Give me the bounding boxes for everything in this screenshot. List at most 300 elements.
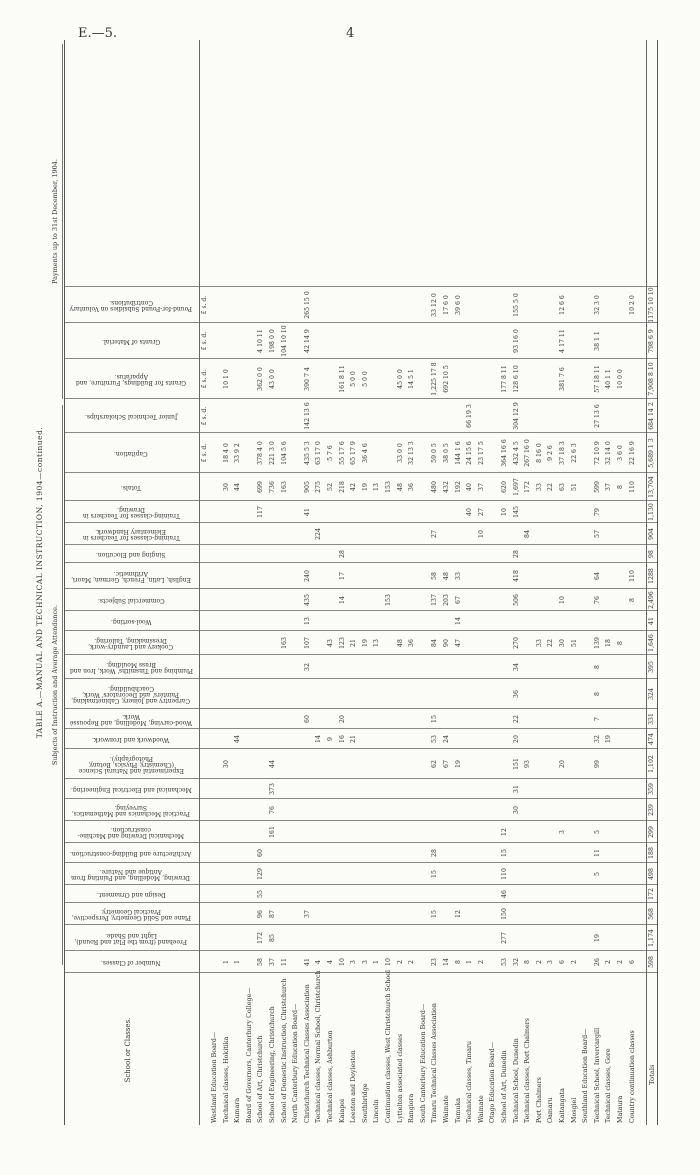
table-cell: 155 5 0 (512, 293, 520, 317)
column-header (67, 821, 195, 843)
row-label: Oamaru (547, 1097, 555, 1123)
table-cell: 44 (269, 760, 276, 768)
table-cell: 1 (466, 960, 474, 964)
table-cell: 36 (408, 639, 416, 647)
table-cell: 8 (593, 665, 601, 669)
table-cell: 85 (269, 934, 276, 942)
table-cell: 32 3 0 (593, 295, 601, 315)
table-cell: 692 10 5 (443, 365, 450, 393)
table-title: TABLE A.—MANUAL AND TECHNICAL INSTRUCTION, 1904—continued. (35, 426, 44, 739)
table-cell: 8 (617, 641, 624, 645)
table-cell: 5 (593, 830, 601, 834)
column-header (67, 709, 195, 729)
table-cell: 84 (431, 639, 439, 647)
row-label: Leeston and Doyleston (350, 1050, 358, 1123)
table-cell: 58 (257, 958, 265, 966)
row-label: Christchurch Technical Classes Association (303, 984, 311, 1123)
table-cell: 6 (559, 960, 566, 964)
table-row (328, 40, 337, 1125)
table-cell: 11 (593, 849, 601, 857)
table-cell: 28 (431, 849, 439, 857)
column-header (67, 523, 195, 545)
row-label: Continuation classes, West Christchurch School (385, 969, 392, 1123)
page-number: 4 (346, 26, 355, 41)
table-cell: 47 (454, 639, 462, 647)
table-cell: 432 (443, 481, 450, 493)
row-label: School of Engineering, Christchurch (269, 1006, 276, 1123)
column-header (67, 433, 195, 473)
table-cell: 128 6 10 (512, 365, 520, 393)
table-cell: 39 6 0 (454, 295, 462, 315)
row-label: Westland Education Board— (211, 1031, 218, 1123)
row-label: School of Art, Dunedin (501, 1050, 508, 1123)
table-cell: 14 (443, 958, 450, 966)
money-units-label: £ s. d. (201, 406, 208, 426)
table-cell: 8 (617, 485, 624, 489)
table-cell: 21 (350, 735, 358, 743)
row-label: Mataura (617, 1095, 624, 1123)
table-cell: 13,704 (648, 476, 656, 498)
column-header (67, 563, 195, 589)
column-header (67, 885, 195, 903)
table-cell: 498 (648, 868, 656, 880)
table-cell: 435 5 3 (303, 441, 311, 465)
table-cell: 177 8 11 (501, 365, 508, 393)
table-cell: 2 (570, 960, 578, 964)
table-cell: 33 9 2 (234, 443, 242, 463)
table-cell: 3 (547, 960, 555, 964)
row-label: School of Domestic Instruction, Christchurch (280, 978, 288, 1123)
table-cell: 28 (512, 550, 520, 558)
table-cell: 1,174 (648, 929, 656, 947)
column-header-text: Training-classes for Teachers in Elementary Handwork. (82, 528, 180, 541)
table-cell: 76 (593, 596, 601, 604)
table-cell: 19 (361, 639, 369, 647)
table-cell: 110 (628, 570, 636, 582)
column-header (67, 655, 195, 679)
table-cell: 18 (605, 639, 613, 647)
table-cell: 10 (559, 596, 566, 604)
table-cell: 240 (303, 570, 311, 582)
row-label: North Canterbury Education Board— (292, 1003, 300, 1123)
table-row (432, 40, 441, 1125)
table-row (316, 40, 325, 1125)
table-cell: 1,697 (512, 478, 520, 496)
column-header (67, 729, 195, 749)
table-cell: 359 (648, 783, 656, 795)
table-cell: 270 (512, 637, 520, 649)
table-cell: 435 (303, 594, 311, 606)
column-header-text: Woodwork and Ironwork. (92, 736, 170, 743)
row-label: Technical classes, Timaru (466, 1040, 474, 1123)
table-cell: 3 6 0 (617, 445, 624, 461)
column-header (67, 951, 195, 973)
row-label: Totals (648, 1064, 657, 1085)
rotated-table-page (36, 40, 668, 1125)
table-cell: 36 (408, 483, 416, 491)
column-header-text: Plane and Solid Geometry, Perspective, Practical Geometry. (71, 908, 191, 921)
table-cell: 31 (512, 785, 520, 793)
table-cell: 192 (454, 481, 462, 493)
table-cell: 5 0 0 (361, 371, 369, 387)
table-cell: 150 (501, 908, 508, 920)
table-cell: 568 (648, 908, 656, 920)
table-cell: 32 14 0 (605, 441, 613, 465)
table-cell: 110 (628, 481, 636, 493)
table-row (560, 40, 569, 1125)
row-label: Technical classes, Port Chalmers (524, 1018, 532, 1123)
school-column-header: School or Classes. (124, 1017, 132, 1083)
table-cell: 15 (431, 715, 439, 723)
column-header-text: Experimental and Natural Science (Chemistry, Physics, Botany, Photography). (78, 755, 184, 774)
row-label: Waimate (477, 1095, 485, 1123)
table-cell: 224 (315, 528, 323, 540)
table-cell: 60 (257, 849, 265, 857)
table-cell: 4 (315, 960, 323, 964)
table-cell: 66 19 3 (466, 404, 474, 428)
table-cell: 10 2 0 (628, 295, 636, 315)
money-units-label: £ s. d. (201, 369, 208, 389)
table-cell: 40 (466, 483, 474, 491)
table-cell: 172 (524, 481, 532, 493)
table-row (618, 40, 627, 1125)
row-label: Technical classes, Normal School, Christchurch (315, 970, 323, 1123)
table-cell: 172 (257, 932, 265, 944)
table-cell: 19 (361, 483, 369, 491)
table-cell: 20 (512, 735, 520, 743)
table-cell: 11 (280, 958, 288, 966)
table-cell: 699 (257, 481, 265, 493)
column-header (67, 589, 195, 611)
table-cell: 1288 (648, 568, 656, 584)
row-label: Lyttelton associated classes (396, 1033, 404, 1123)
table-cell: 378 4 0 (257, 441, 265, 465)
column-header-text: Architecture and Building-construction. (70, 850, 192, 857)
table-cell: 798 6 9 (648, 329, 656, 353)
column-header-text: Practical Mechanics and Mathematics, Surveying. (71, 804, 191, 817)
table-cell: 5,689 1 3 (648, 438, 656, 468)
table-cell: 277 (501, 932, 508, 944)
table-cell: 22 (512, 715, 520, 723)
table-cell: 15 (431, 870, 439, 878)
table-cell: 42 14 9 (303, 329, 311, 353)
table-cell: 36 4 6 (361, 443, 369, 463)
table-cell: 67 (454, 596, 462, 604)
table-cell: 390 7 4 (303, 367, 311, 391)
table-cell: 10 (501, 508, 508, 516)
table-cell: 4 17 11 (559, 329, 566, 353)
table-cell: 32 (593, 735, 601, 743)
table-cell: 12 (501, 828, 508, 836)
table-cell: 37 (303, 910, 311, 918)
table-cell: 3 (350, 960, 358, 964)
table-cell: 151 (512, 758, 520, 770)
table-row (363, 40, 372, 1125)
table-cell: 48 (396, 483, 404, 491)
table-cell: 53 (431, 735, 439, 743)
column-header-text: Mechanical Drawing and Machine-construction. (77, 826, 185, 839)
row-label: Mosgiel (570, 1097, 578, 1123)
table-cell: 19 (454, 760, 462, 768)
column-header (67, 611, 195, 631)
table-cell: 22 6 3 (570, 443, 578, 463)
table-row (502, 40, 511, 1125)
table-row (340, 40, 349, 1125)
money-units-label: £ s. d. (201, 295, 208, 315)
table-cell: 41 (303, 508, 311, 516)
table-cell: 1,646 (648, 634, 656, 652)
table-cell: 364 16 6 (501, 439, 508, 467)
table-cell: 33 (535, 639, 543, 647)
table-cell: 30 (559, 639, 566, 647)
table-cell: 32 (303, 663, 311, 671)
column-header (67, 631, 195, 655)
table-cell: 41 (303, 958, 311, 966)
table-cell: 28 (338, 550, 346, 558)
column-header-text: Training-classes for Teachers in Drawing. (82, 506, 180, 519)
table-cell: 52 (327, 483, 334, 491)
table-cell: 104 10 10 (280, 325, 288, 357)
table-cell: 23 (431, 958, 439, 966)
table-row (351, 40, 360, 1125)
table-cell: 1 (234, 960, 242, 964)
table-cell: 142 13 6 (303, 402, 311, 430)
table-row (386, 40, 395, 1125)
table-cell: 24 (443, 735, 450, 743)
row-label: Lincoln (373, 1099, 381, 1123)
table-row (479, 40, 488, 1125)
table-cell: 55 17 6 (338, 441, 346, 465)
table-cell: 153 (385, 594, 392, 606)
table-cell: 72 10 9 (593, 441, 601, 465)
table-cell: 41 (648, 617, 656, 625)
money-units-label: £ s. d. (201, 443, 208, 463)
table-cell: 598 (648, 956, 656, 968)
table-cell: 203 (443, 594, 450, 606)
totals-separator (646, 40, 647, 1125)
table-cell: 2 (477, 960, 485, 964)
table-cell: 22 (547, 639, 555, 647)
table-cell: 14 (454, 617, 462, 625)
money-units-label: £ s. d. (201, 331, 208, 351)
table-cell: 48 (396, 639, 404, 647)
table-cell: 2 (408, 960, 416, 964)
table-cell: 20 (338, 715, 346, 723)
table-cell: 153 (385, 481, 392, 493)
table-cell: 22 16 9 (628, 441, 636, 465)
table-row (595, 40, 604, 1125)
table-row (212, 40, 221, 1125)
column-header (67, 903, 195, 925)
table-cell: 58 (431, 572, 439, 580)
table-cell: 2 (535, 960, 543, 964)
table-cell: 9 2 6 (547, 445, 555, 461)
table-cell: 139 (593, 637, 601, 649)
table-cell: 239 (648, 804, 656, 816)
table-cell: 218 (338, 481, 346, 493)
table-cell: 163 (280, 637, 288, 649)
subjects-group-header: Subjects of Instruction and Average Attendance. (52, 405, 63, 965)
table-row (258, 40, 267, 1125)
table-cell: 10 (338, 958, 346, 966)
table-cell: 2 (605, 960, 613, 964)
table-cell: 904 (648, 528, 656, 540)
table-cell: 98 (648, 550, 656, 558)
table-row (444, 40, 453, 1125)
table-row (224, 40, 233, 1125)
table-cell: 304 12 9 (512, 402, 520, 430)
table-cell: 275 (315, 481, 323, 493)
row-label: Kaitangata (559, 1088, 566, 1123)
column-header-text: Design and Ornament. (96, 891, 166, 898)
row-label: Country continuation classes (628, 1030, 636, 1123)
table-cell: 63 (559, 483, 566, 491)
table-row (293, 40, 302, 1125)
header-separator (199, 40, 200, 1125)
table-row (282, 40, 291, 1125)
table-cell: 14 (315, 735, 323, 743)
row-label: Timaru Technical Classes Association (431, 1003, 439, 1123)
table-cell: 8 (524, 960, 532, 964)
table-cell: 65 17 9 (350, 441, 358, 465)
data-table (64, 40, 658, 1125)
column-header (67, 287, 195, 323)
column-header-text: Cookery and Laundry-work, Dressmaking, Tailoring. (88, 637, 174, 650)
table-row (305, 40, 314, 1125)
table-cell: 299 (648, 826, 656, 838)
table-cell: 51 (570, 483, 578, 491)
table-cell: 905 (303, 481, 311, 493)
table-cell: 137 (431, 594, 439, 606)
column-header-text: Pound-for-Pound Subsidies on Voluntary Contributions. (69, 299, 193, 312)
column-header-text: Freehand (from the Flat and Round), Light and Shade. (74, 932, 188, 945)
table-cell: 93 (524, 760, 532, 768)
table-cell: 27 13 6 (593, 404, 601, 428)
row-label: Technical classes, Hokitika (222, 1036, 230, 1123)
table-cell: 79 (593, 508, 601, 516)
column-header-text: English, Latin, French, German, Maori, Arithmetic. (71, 570, 191, 583)
table-cell: 60 (303, 715, 311, 723)
table-cell: 620 (501, 481, 508, 493)
column-header (67, 925, 195, 951)
table-cell: 129 (257, 868, 265, 880)
table-cell: 14 5 1 (408, 369, 416, 389)
column-header-text: Singing and Elocution. (96, 551, 166, 558)
column-header-text: Mechanical and Electrical Engineering. (70, 786, 192, 793)
page-header-ref: E.—5. (78, 26, 118, 41)
table-cell: 55 (257, 890, 265, 898)
table-cell: 51 (570, 639, 578, 647)
table-cell: 10 (477, 530, 485, 538)
table-cell: 381 7 6 (559, 367, 566, 391)
table-cell: 198 0 0 (269, 329, 276, 353)
row-label: Technical School, Invercargill (593, 1027, 601, 1123)
column-header-text: Capitation. (114, 450, 148, 457)
table-cell: 104 5 6 (280, 441, 288, 465)
table-cell: 161 (269, 826, 276, 838)
column-header-text: Junior Technical Scholarships. (84, 413, 178, 420)
table-cell: 8 (593, 692, 601, 696)
table-cell: 267 16 0 (524, 439, 532, 467)
table-cell: 12 (454, 910, 462, 918)
table-cell: 87 (269, 910, 276, 918)
table-cell: 64 (593, 572, 601, 580)
table-cell: 37 (269, 958, 276, 966)
table-cell: 62 (431, 760, 439, 768)
table-cell: 40 (466, 508, 474, 516)
table-cell: 32 13 3 (408, 441, 416, 465)
table-cell: 33 (535, 483, 543, 491)
table-cell: 27 (431, 530, 439, 538)
table-cell: 324 (648, 688, 656, 700)
table-cell: 53 (501, 958, 508, 966)
table-cell: 17 (338, 572, 346, 580)
table-cell: 373 (269, 783, 276, 795)
table-row (467, 40, 476, 1125)
table-cell: 44 (234, 735, 242, 743)
table-row (583, 40, 592, 1125)
column-header-text: Grants for Buildings, Furniture, and Apparatus. (75, 373, 187, 386)
table-cell: 14 (338, 596, 346, 604)
table-cell: 13 (303, 617, 311, 625)
table-cell: 144 1 6 (454, 441, 462, 465)
table-cell: 15 (431, 910, 439, 918)
table-cell: 331 (648, 713, 656, 725)
table-cell: 161 8 11 (338, 365, 346, 393)
table-cell: 67 (443, 760, 450, 768)
table-cell: 33 0 0 (396, 443, 404, 463)
row-label: Kumara (234, 1097, 242, 1123)
column-header (67, 359, 195, 399)
table-row (398, 40, 407, 1125)
table-cell: 1,225 17 8 (431, 362, 439, 396)
row-label: Southbridge (361, 1083, 369, 1123)
table-cell: 5 (593, 872, 601, 876)
table-cell: 90 (443, 639, 450, 647)
table-cell: 24 15 6 (466, 441, 474, 465)
table-cell: 117 (257, 506, 265, 518)
table-cell: 110 (501, 868, 508, 880)
table-cell: 46 (501, 890, 508, 898)
table-cell: 10 1 0 (222, 369, 230, 389)
table-cell: 38 1 1 (593, 331, 601, 351)
table-cell: 36 (512, 690, 520, 698)
table-cell: 480 (431, 481, 439, 493)
table-cell: 163 (280, 481, 288, 493)
row-label: Technical classes, Ashburton (327, 1030, 334, 1123)
table-cell: 33 (454, 572, 462, 580)
column-header-text: Commercial Subjects. (97, 597, 165, 604)
row-label: Technical classes, Gore (605, 1048, 613, 1123)
table-cell: 2 (396, 960, 404, 964)
table-cell: 63 17 0 (315, 441, 323, 465)
table-cell: 21 (350, 639, 358, 647)
column-header (67, 779, 195, 799)
column-header (67, 863, 195, 885)
table-cell: 2,496 (648, 591, 656, 609)
table-cell: 4 10 11 (257, 329, 265, 353)
table-cell: 40 1 1 (605, 369, 613, 389)
table-cell: 96 (257, 910, 265, 918)
table-cell: 42 (350, 483, 358, 491)
table-cell: 16 (338, 735, 346, 743)
table-cell: 43 0 0 (269, 369, 276, 389)
table-cell: 1,130 (648, 503, 656, 521)
table-cell: 5 7 6 (327, 445, 334, 461)
table-cell: 34 (512, 663, 520, 671)
table-cell: 7 (593, 717, 601, 721)
row-label: Board of Governors, Canterbury College— (245, 987, 253, 1123)
